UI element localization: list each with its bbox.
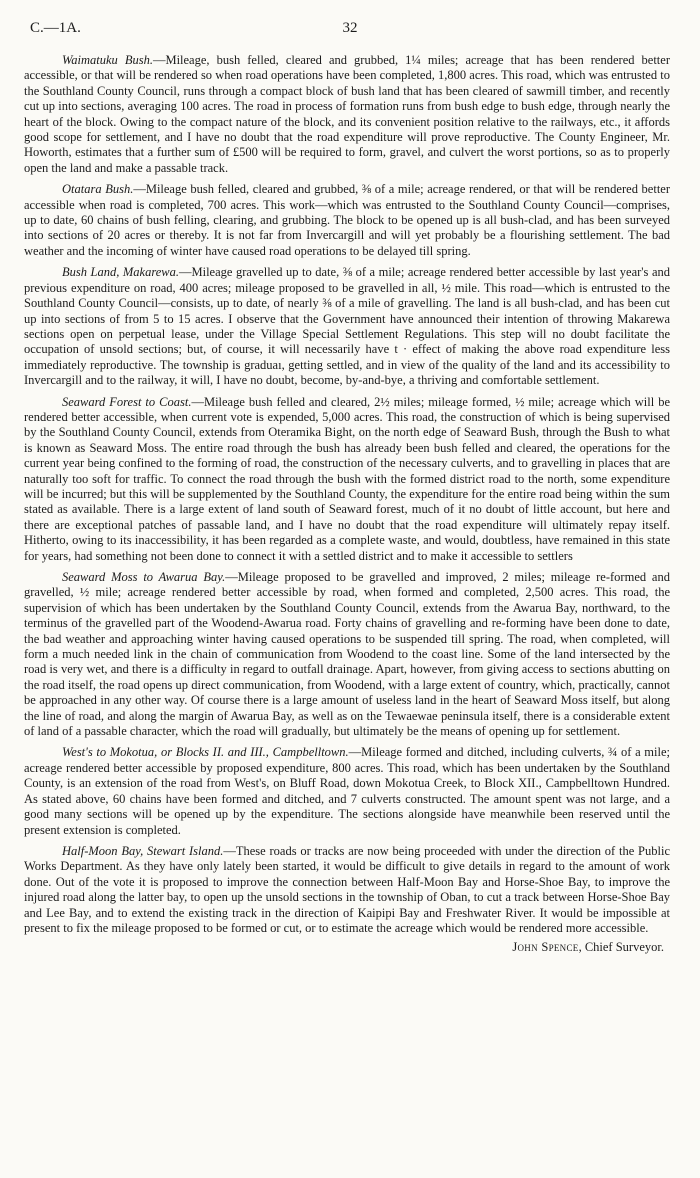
paragraph-heading: West's to Mokotua, or Blocks II. and III., Campbelltown. bbox=[62, 745, 349, 760]
paragraph-heading: Half-Moon Bay, Stewart Island. bbox=[62, 843, 224, 858]
paragraph-heading: Bush Land, Makarewa. bbox=[62, 265, 179, 280]
paragraph-text: —Mileage bush felled and cleared, 2½ miles; mileage formed, ½ mile; acreage which will be rendered better accessible, when current vote is expended, 5,000 acres. This road, the construction of which is being supervised by the Southland County Council, extends from Oteramika Bight, on the north edge of Seaward Bush, through the Bush to what is known as Seaward Moss. The entire road through the bush has already been bush felled and cleared, the operations for the current year being confined to the forming of road, the construction of the necessary culverts, and to gravelling in places that are naturally too soft for traffic. To connect the road through the bush with the formed district road to the north, some expenditure will be incurred; but this will be supplemented by the Southland County, the expenditure for the entire road being within the sum stated as available. There is a large extent of land south of Seaward forest, much of it no doubt of little account, but here and there are exceptional patches of passable land, and I have no doubt that the road expenditure will ultimately repay itself. Hitherto, owing to its inaccessibility, it has been regarded as a complete waste, and would, doubtless, have remained in this state for years, had something not been done to connect it with a settled district and to make it accessible to settlers bbox=[24, 394, 671, 563]
signature bbox=[24, 940, 670, 955]
signatory-title: , Chief Surveyor. bbox=[578, 940, 664, 955]
paragraph-heading: Seaward Moss to Awarua Bay. bbox=[62, 570, 226, 584]
paragraph-wests-to-mokotua bbox=[24, 745, 670, 837]
paragraph-heading: Waimatuku Bush. bbox=[62, 53, 153, 67]
paragraph-heading: Otatara Bush. bbox=[62, 182, 134, 197]
report-body bbox=[24, 53, 670, 956]
document-reference: C.—1A. bbox=[30, 20, 81, 36]
paragraph-text: —These roads or tracks are now being proceeded with under the direction of the Public Works Department. As they have only lately been started, it would be difficult to give details in regard to the amount of work done. Out of the vote it is proposed to improve the connection between Half-Moon Bay and Horse-Shoe Bay, to improve the injured road along the latter bay, to open up the unsold sections in the township of Oban, to cut a track between Horse-Shoe Bay and Lee Bay, and to extend the existing track in the direction of Kaipipi Bay and Freshwater River. It would be impossible at present to fix the mileage proposed to be formed or cut, or to estimate the acreage which would be rendered more accessible. bbox=[24, 843, 670, 935]
paragraph-half-moon-bay bbox=[24, 844, 670, 936]
paragraph-waimatuku-bush bbox=[24, 53, 670, 176]
paragraph-text: —Mileage bush felled, cleared and grubbed, ⅜ of a mile; acreage rendered, or that will be rendered better accessible when road is completed, 700 acres. This work—which was entrusted to the Southland County Council—comprises, up to date, 60 chains of bush felling, clearing, and grubbing. The block to be opened up is all bush-clad, and has been surveyed into sections of 20 acres or thereby. It is not far from Invercargill and will yet probably be a flourishing settlement. The bad weather and the incoming of winter have caused road operations to be delayed till spring. bbox=[24, 182, 670, 258]
paragraph-heading: Seaward Forest to Coast. bbox=[62, 394, 192, 409]
signatory-name: John Spence bbox=[512, 940, 579, 955]
paragraph-seaward-moss bbox=[24, 570, 670, 739]
paragraph-seaward-forest bbox=[24, 395, 670, 564]
paragraph-text: —Mileage, bush felled, cleared and grubbed, 1¼ miles; acreage that has been rendered better accessible, or that will be rendered so when road operations have been completed, 1,800 acres. This road, which was entrusted to the Southland County Council, runs through a compact block of bush land that has been cleared of sawmill timber, and recently cut up into sections, averaging 100 acres. The road in process of formation runs from bush edge to bush edge, through nearly the heart of the block. Owing to the compact nature of the block, and its convenient position relative to the railways, etc., it affords good scope for settlement, and I have no doubt that the road expenditure will prove reproductive. The County Engineer, Mr. Howorth, estimates that a further sum of £500 will be required to form, gravel, and culvert the worst portions, so as to properly open the land and make a passable track. bbox=[24, 53, 670, 175]
paragraph-text: —Mileage formed and ditched, including culverts, ¾ of a mile; acreage rendered better accessible by proposed expenditure, 800 acres. This road, which has been undertaken by the Southland County, is an extension of the road from West's, on Bluff Road, down Mokotua Creek, to Block XII., Campbelltown Hundred. As stated above, 60 chains have been formed and ditched, and 7 culverts constructed. The amount spent was not large, and a good many sections will be opened up by the expenditure. The sections alongside have meanwhile been reserved until the present extension is completed. bbox=[24, 745, 670, 837]
page-number: 32 bbox=[342, 20, 358, 36]
paragraph-text: —Mileage gravelled up to date, ⅜ of a mile; acreage rendered better accessible by last year's and previous expenditure on road, 400 acres; mileage proposed to be gravelled in all, ½ mile. This road—which is entrusted to the Southland County Council—consists, up to date, of nearly ⅜ of a mile of gravelling. The land is all bush-clad, and has been cut up into sections of from 5 to 15 acres. I observe that the Government have announced their intention of throwing Makarewa sections open on perpetual lease, under the Village Special Settlement Regulations. This step will no doubt facilitate the occupation of unsold sections; but, of course, it will necessarily have t · effect of making the above road expenditure less immediately reproductive. The township is graduaı, getting settled, and in view of the quality of the land and its accessibility to Invercargill and to the railway, it will, I have no doubt, become, by-and-bye, a thriving and comfortable settlement. bbox=[24, 265, 670, 388]
page-header bbox=[0, 20, 700, 40]
paragraph-text: —Mileage proposed to be gravelled and improved, 2 miles; mileage re-formed and gravelled, ½ mile; acreage rendered better accessible by road, when formed and completed, 2,500 acres. This road, the supervision of which has been undertaken by the Southland County Council, extends from the Awarua Bay, northward, to the terminus of the gravelled part of the Woodend-Awarua road. Forty chains of gravelling and re-forming have been done to date, the bad weather and approaching winter having caused operations to be suspended till spring. The road, when completed, will form a much needed link in the chain of communication from Woodend to the coast line. Some of the land intersected by the road is very wet, and there is a difficulty in regard to outfall drainage. Apart, however, from giving access to sections abutting on the road itself, the road opens up direct communication, from Woodend, with a large extent of country, which, practically, cannot be approached in any other way. Of course there is a large amount of useless land in the heart of Seaward Moss itself, but along the line of road, and along the margin of Awarua Bay, as well as on the Tewaewae peninsula itself, there is a considerable extent of land of a passable character, which the road will gradually, but ultimately be the means of opening up for settlement. bbox=[24, 570, 670, 739]
paragraph-otatara-bush bbox=[24, 182, 670, 259]
paragraph-bush-land-makarewa bbox=[24, 265, 670, 388]
